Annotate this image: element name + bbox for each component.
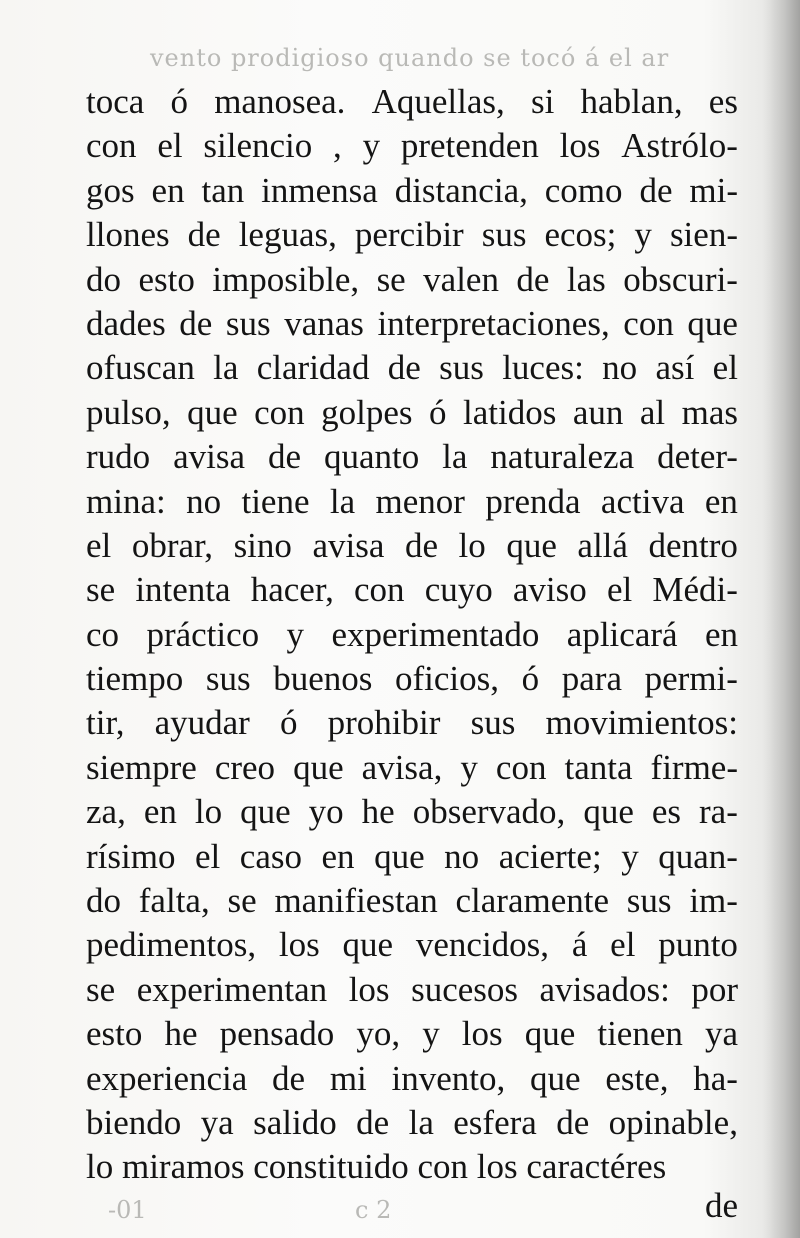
text-line: llones de leguas, percibir sus ecos; y sien- — [86, 215, 738, 255]
text-line: experiencia de mi invento, que este, ha- — [86, 1058, 738, 1098]
text-line: tiempo sus buenos oficios, ó para permi- — [86, 659, 738, 699]
text-line: do esto imposible, se valen de las obscuri- — [86, 259, 738, 299]
text-line: esto he pensado yo, y los que tienen ya — [86, 1014, 738, 1054]
text-line: do falta, se manifiestan claramente sus im- — [86, 881, 738, 921]
text-line: con el silencio , y pretenden los Astrólo- — [86, 126, 738, 166]
text-line: mina: no tiene la menor prenda activa en — [86, 481, 738, 521]
text-line: toca ó manosea. Aquellas, si hablan, es — [86, 82, 738, 121]
show-through-text-footer-left: -01 — [108, 1196, 147, 1224]
text-line: rísimo el caso en que no acierte; y quan- — [86, 836, 738, 876]
text-line: co práctico y experimentado aplicará en — [86, 614, 738, 654]
body-text — [86, 80, 738, 1190]
text-line: dades de sus vanas interpretaciones, con que — [86, 303, 738, 343]
text-line: lo miramos constituido con los caractéres — [86, 1147, 667, 1187]
text-line: el obrar, sino avisa de lo que allá dentro — [86, 525, 738, 565]
text-line: tir, ayudar ó prohibir sus movimientos: — [86, 703, 738, 743]
text-line: se experimentan los sucesos avisados: por — [86, 969, 738, 1009]
text-line: gos en tan inmensa distancia, como de mi- — [86, 170, 738, 210]
text-line: pulso, que con golpes ó latidos aun al mas — [86, 392, 738, 432]
catchword: de — [704, 1186, 738, 1225]
text-line: rudo avisa de quanto la naturaleza deter- — [86, 437, 738, 477]
text-line: se intenta hacer, con cuyo aviso el Médi- — [86, 570, 738, 610]
show-through-text-top: vento prodigioso quando se tocó á el ar — [150, 44, 670, 72]
text-line: pedimentos, los que vencidos, á el punto — [86, 925, 738, 965]
text-line: ofuscan la claridad de sus luces: no así el — [86, 348, 738, 388]
binding-edge-shadow — [762, 0, 800, 1238]
show-through-text-footer-center: c 2 — [355, 1196, 392, 1224]
text-line: siempre creo que avisa, y con tanta firme- — [86, 747, 738, 787]
text-line: biendo ya salido de la esfera de opinable, — [86, 1102, 738, 1142]
text-line: za, en lo que yo he observado, que es ra- — [86, 792, 738, 832]
